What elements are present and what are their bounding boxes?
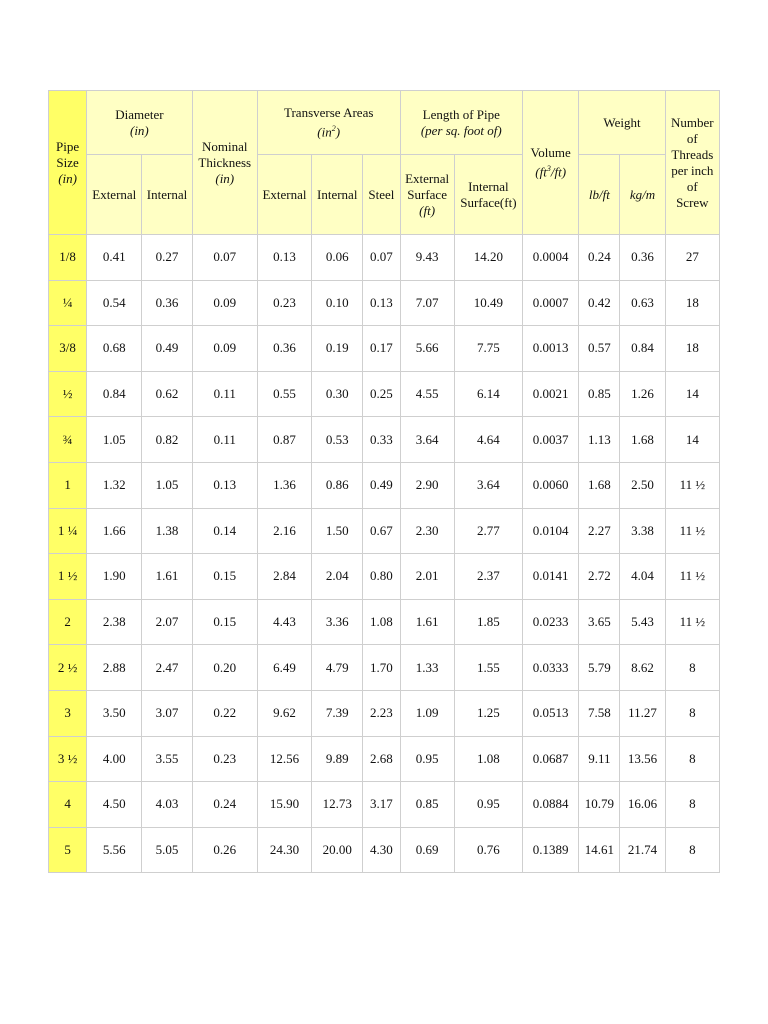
cell-diameter-external: 1.66 [87,508,142,554]
cell-weight-kg-m: 3.38 [620,508,665,554]
cell-volume: 0.0333 [523,645,579,691]
cell-weight-lb-ft: 1.13 [579,417,620,463]
cell-area-steel: 3.17 [363,782,400,828]
cell-weight-lb-ft: 10.79 [579,782,620,828]
cell-area-external: 24.30 [257,827,311,873]
cell-threads-per-inch: 8 [665,645,719,691]
header-area-internal: Internal [312,155,363,235]
cell-length-external-surface: 3.64 [400,417,454,463]
cell-weight-kg-m: 13.56 [620,736,665,782]
cell-diameter-external: 0.54 [87,280,142,326]
cell-pipe-size: 5 [49,827,87,873]
cell-threads-per-inch: 18 [665,280,719,326]
cell-length-internal-surface: 1.55 [454,645,522,691]
cell-weight-kg-m: 1.26 [620,371,665,417]
cell-pipe-size: 1 [49,462,87,508]
cell-pipe-size: ¼ [49,280,87,326]
cell-length-external-surface: 7.07 [400,280,454,326]
cell-length-external-surface: 5.66 [400,326,454,372]
cell-pipe-size: ¾ [49,417,87,463]
header-length-internal-surface: Internal Surface(ft) [454,155,522,235]
table-row [49,280,720,326]
cell-area-external: 12.56 [257,736,311,782]
cell-nominal-thickness: 0.20 [192,645,257,691]
cell-length-external-surface: 2.90 [400,462,454,508]
table-row [49,690,720,736]
cell-area-internal: 7.39 [312,690,363,736]
table-row [49,599,720,645]
cell-pipe-size: 1/8 [49,235,87,281]
volume-unit: $(ft^3/ft)$ [535,163,567,180]
header-diameter-internal: Internal [142,155,192,235]
cell-diameter-external: 2.38 [87,599,142,645]
table-row [49,554,720,600]
cell-threads-per-inch: 18 [665,326,719,372]
cell-weight-lb-ft: 7.58 [579,690,620,736]
cell-pipe-size: 2 ½ [49,645,87,691]
cell-length-internal-surface: 0.76 [454,827,522,873]
header-volume: Volume $(ft^3/ft)$ [523,91,579,235]
cell-length-internal-surface: 3.64 [454,462,522,508]
cell-area-steel: 2.68 [363,736,400,782]
cell-length-internal-surface: 1.25 [454,690,522,736]
table-body [49,235,720,873]
cell-diameter-external: 1.32 [87,462,142,508]
cell-area-steel: 2.23 [363,690,400,736]
cell-area-external: 0.13 [257,235,311,281]
cell-volume: 0.1389 [523,827,579,873]
cell-diameter-internal: 1.38 [142,508,192,554]
cell-area-external: 0.23 [257,280,311,326]
cell-threads-per-inch: 14 [665,371,719,417]
header-weight-kg-m: kg/m [620,155,665,235]
cell-diameter-internal: 0.36 [142,280,192,326]
table-header [49,91,720,235]
cell-volume: 0.0013 [523,326,579,372]
cell-diameter-internal: 2.07 [142,599,192,645]
cell-area-steel: 0.49 [363,462,400,508]
cell-area-external: 0.36 [257,326,311,372]
cell-nominal-thickness: 0.11 [192,371,257,417]
cell-diameter-external: 4.00 [87,736,142,782]
cell-weight-kg-m: 1.68 [620,417,665,463]
cell-length-internal-surface: 1.08 [454,736,522,782]
cell-volume: 0.0104 [523,508,579,554]
cell-weight-lb-ft: 9.11 [579,736,620,782]
cell-nominal-thickness: 0.09 [192,280,257,326]
cell-area-steel: 0.07 [363,235,400,281]
header-diameter: Diameter (in) [87,91,192,155]
cell-area-internal: 3.36 [312,599,363,645]
cell-nominal-thickness: 0.26 [192,827,257,873]
cell-area-external: 0.87 [257,417,311,463]
cell-pipe-size: ½ [49,371,87,417]
cell-area-internal: 4.79 [312,645,363,691]
cell-area-steel: 0.67 [363,508,400,554]
cell-pipe-size: 2 [49,599,87,645]
cell-pipe-size: 4 [49,782,87,828]
cell-diameter-external: 0.41 [87,235,142,281]
cell-diameter-internal: 2.47 [142,645,192,691]
cell-nominal-thickness: 0.24 [192,782,257,828]
cell-length-external-surface: 4.55 [400,371,454,417]
header-nominal-thickness: Nominal Thickness (in) [192,91,257,235]
cell-area-steel: 4.30 [363,827,400,873]
cell-length-external-surface: 1.33 [400,645,454,691]
cell-diameter-external: 0.68 [87,326,142,372]
cell-area-external: 4.43 [257,599,311,645]
cell-diameter-external: 2.88 [87,645,142,691]
cell-area-external: 15.90 [257,782,311,828]
table-row [49,645,720,691]
cell-diameter-external: 3.50 [87,690,142,736]
header-transverse-areas: Transverse Areas $(in^2)$ [257,91,400,155]
header-weight: Weight [579,91,665,155]
cell-area-internal: 12.73 [312,782,363,828]
cell-diameter-internal: 5.05 [142,827,192,873]
cell-diameter-external: 1.90 [87,554,142,600]
cell-area-external: 2.16 [257,508,311,554]
cell-threads-per-inch: 11 ½ [665,599,719,645]
pipe-dimensions-table [48,90,720,873]
cell-area-internal: 0.10 [312,280,363,326]
cell-area-external: 2.84 [257,554,311,600]
cell-length-internal-surface: 2.77 [454,508,522,554]
cell-length-internal-surface: 1.85 [454,599,522,645]
cell-area-internal: 0.19 [312,326,363,372]
cell-volume: 0.0060 [523,462,579,508]
cell-threads-per-inch: 8 [665,827,719,873]
cell-volume: 0.0007 [523,280,579,326]
cell-nominal-thickness: 0.15 [192,554,257,600]
cell-diameter-internal: 0.82 [142,417,192,463]
cell-threads-per-inch: 11 ½ [665,508,719,554]
cell-volume: 0.0141 [523,554,579,600]
cell-area-external: 0.55 [257,371,311,417]
cell-length-external-surface: 9.43 [400,235,454,281]
cell-length-external-surface: 1.61 [400,599,454,645]
cell-area-external: 9.62 [257,690,311,736]
cell-length-external-surface: 2.01 [400,554,454,600]
cell-area-internal: 0.30 [312,371,363,417]
cell-nominal-thickness: 0.22 [192,690,257,736]
cell-length-external-surface: 2.30 [400,508,454,554]
cell-pipe-size: 3 [49,690,87,736]
cell-area-steel: 0.17 [363,326,400,372]
cell-pipe-size: 1 ¼ [49,508,87,554]
cell-length-internal-surface: 2.37 [454,554,522,600]
cell-area-steel: 0.25 [363,371,400,417]
cell-length-internal-surface: 0.95 [454,782,522,828]
cell-volume: 0.0513 [523,690,579,736]
cell-threads-per-inch: 8 [665,782,719,828]
cell-area-steel: 1.08 [363,599,400,645]
pipe-data-sheet [48,90,720,873]
table-row [49,371,720,417]
cell-weight-lb-ft: 0.42 [579,280,620,326]
cell-weight-kg-m: 5.43 [620,599,665,645]
cell-length-external-surface: 0.95 [400,736,454,782]
cell-weight-kg-m: 4.04 [620,554,665,600]
cell-weight-lb-ft: 0.24 [579,235,620,281]
cell-area-internal: 0.06 [312,235,363,281]
cell-volume: 0.0884 [523,782,579,828]
cell-diameter-internal: 0.62 [142,371,192,417]
cell-length-external-surface: 0.85 [400,782,454,828]
cell-volume: 0.0233 [523,599,579,645]
cell-threads-per-inch: 27 [665,235,719,281]
cell-diameter-external: 1.05 [87,417,142,463]
cell-volume: 0.0037 [523,417,579,463]
header-threads: Number of Threads per inch of Screw [665,91,719,235]
cell-diameter-internal: 0.27 [142,235,192,281]
header-area-steel: Steel [363,155,400,235]
cell-area-internal: 2.04 [312,554,363,600]
cell-nominal-thickness: 0.13 [192,462,257,508]
cell-weight-kg-m: 21.74 [620,827,665,873]
cell-length-internal-surface: 14.20 [454,235,522,281]
cell-diameter-internal: 1.61 [142,554,192,600]
cell-diameter-internal: 3.07 [142,690,192,736]
cell-area-external: 6.49 [257,645,311,691]
cell-area-steel: 0.80 [363,554,400,600]
cell-area-external: 1.36 [257,462,311,508]
cell-weight-kg-m: 11.27 [620,690,665,736]
cell-nominal-thickness: 0.09 [192,326,257,372]
cell-length-internal-surface: 7.75 [454,326,522,372]
cell-threads-per-inch: 14 [665,417,719,463]
table-row [49,326,720,372]
cell-area-internal: 20.00 [312,827,363,873]
cell-weight-lb-ft: 2.27 [579,508,620,554]
cell-nominal-thickness: 0.11 [192,417,257,463]
cell-pipe-size: 1 ½ [49,554,87,600]
cell-length-internal-surface: 6.14 [454,371,522,417]
cell-weight-lb-ft: 2.72 [579,554,620,600]
transverse-areas-unit: $(in^2)$ [317,123,341,140]
cell-volume: 0.0021 [523,371,579,417]
cell-weight-kg-m: 0.84 [620,326,665,372]
cell-length-external-surface: 0.69 [400,827,454,873]
cell-weight-lb-ft: 14.61 [579,827,620,873]
cell-threads-per-inch: 8 [665,736,719,782]
cell-weight-kg-m: 2.50 [620,462,665,508]
cell-threads-per-inch: 11 ½ [665,462,719,508]
header-pipe-size: Pipe Size (in) [49,91,87,235]
cell-volume: 0.0004 [523,235,579,281]
cell-volume: 0.0687 [523,736,579,782]
cell-weight-kg-m: 16.06 [620,782,665,828]
cell-diameter-internal: 0.49 [142,326,192,372]
cell-nominal-thickness: 0.14 [192,508,257,554]
header-length-of-pipe: Length of Pipe (per sq. foot of) [400,91,523,155]
cell-weight-kg-m: 0.36 [620,235,665,281]
table-row [49,417,720,463]
cell-diameter-external: 5.56 [87,827,142,873]
cell-area-steel: 0.13 [363,280,400,326]
table-row [49,782,720,828]
cell-weight-lb-ft: 0.57 [579,326,620,372]
cell-diameter-internal: 1.05 [142,462,192,508]
cell-weight-lb-ft: 3.65 [579,599,620,645]
cell-area-internal: 0.86 [312,462,363,508]
cell-length-internal-surface: 10.49 [454,280,522,326]
cell-weight-lb-ft: 5.79 [579,645,620,691]
cell-area-steel: 0.33 [363,417,400,463]
cell-nominal-thickness: 0.23 [192,736,257,782]
cell-nominal-thickness: 0.15 [192,599,257,645]
header-area-external: External [257,155,311,235]
cell-weight-kg-m: 0.63 [620,280,665,326]
cell-diameter-internal: 3.55 [142,736,192,782]
table-row [49,508,720,554]
table-row [49,827,720,873]
cell-area-internal: 9.89 [312,736,363,782]
cell-weight-kg-m: 8.62 [620,645,665,691]
table-row [49,235,720,281]
cell-length-internal-surface: 4.64 [454,417,522,463]
cell-threads-per-inch: 8 [665,690,719,736]
cell-weight-lb-ft: 0.85 [579,371,620,417]
cell-weight-lb-ft: 1.68 [579,462,620,508]
cell-area-steel: 1.70 [363,645,400,691]
cell-pipe-size: 3 ½ [49,736,87,782]
header-length-external-surface: External Surface (ft) [400,155,454,235]
cell-threads-per-inch: 11 ½ [665,554,719,600]
cell-pipe-size: 3/8 [49,326,87,372]
cell-length-external-surface: 1.09 [400,690,454,736]
table-row [49,736,720,782]
cell-area-internal: 1.50 [312,508,363,554]
cell-area-internal: 0.53 [312,417,363,463]
cell-nominal-thickness: 0.07 [192,235,257,281]
header-diameter-external: External [87,155,142,235]
header-weight-lb-ft: lb/ft [579,155,620,235]
table-row [49,462,720,508]
cell-diameter-internal: 4.03 [142,782,192,828]
cell-diameter-external: 0.84 [87,371,142,417]
cell-diameter-external: 4.50 [87,782,142,828]
